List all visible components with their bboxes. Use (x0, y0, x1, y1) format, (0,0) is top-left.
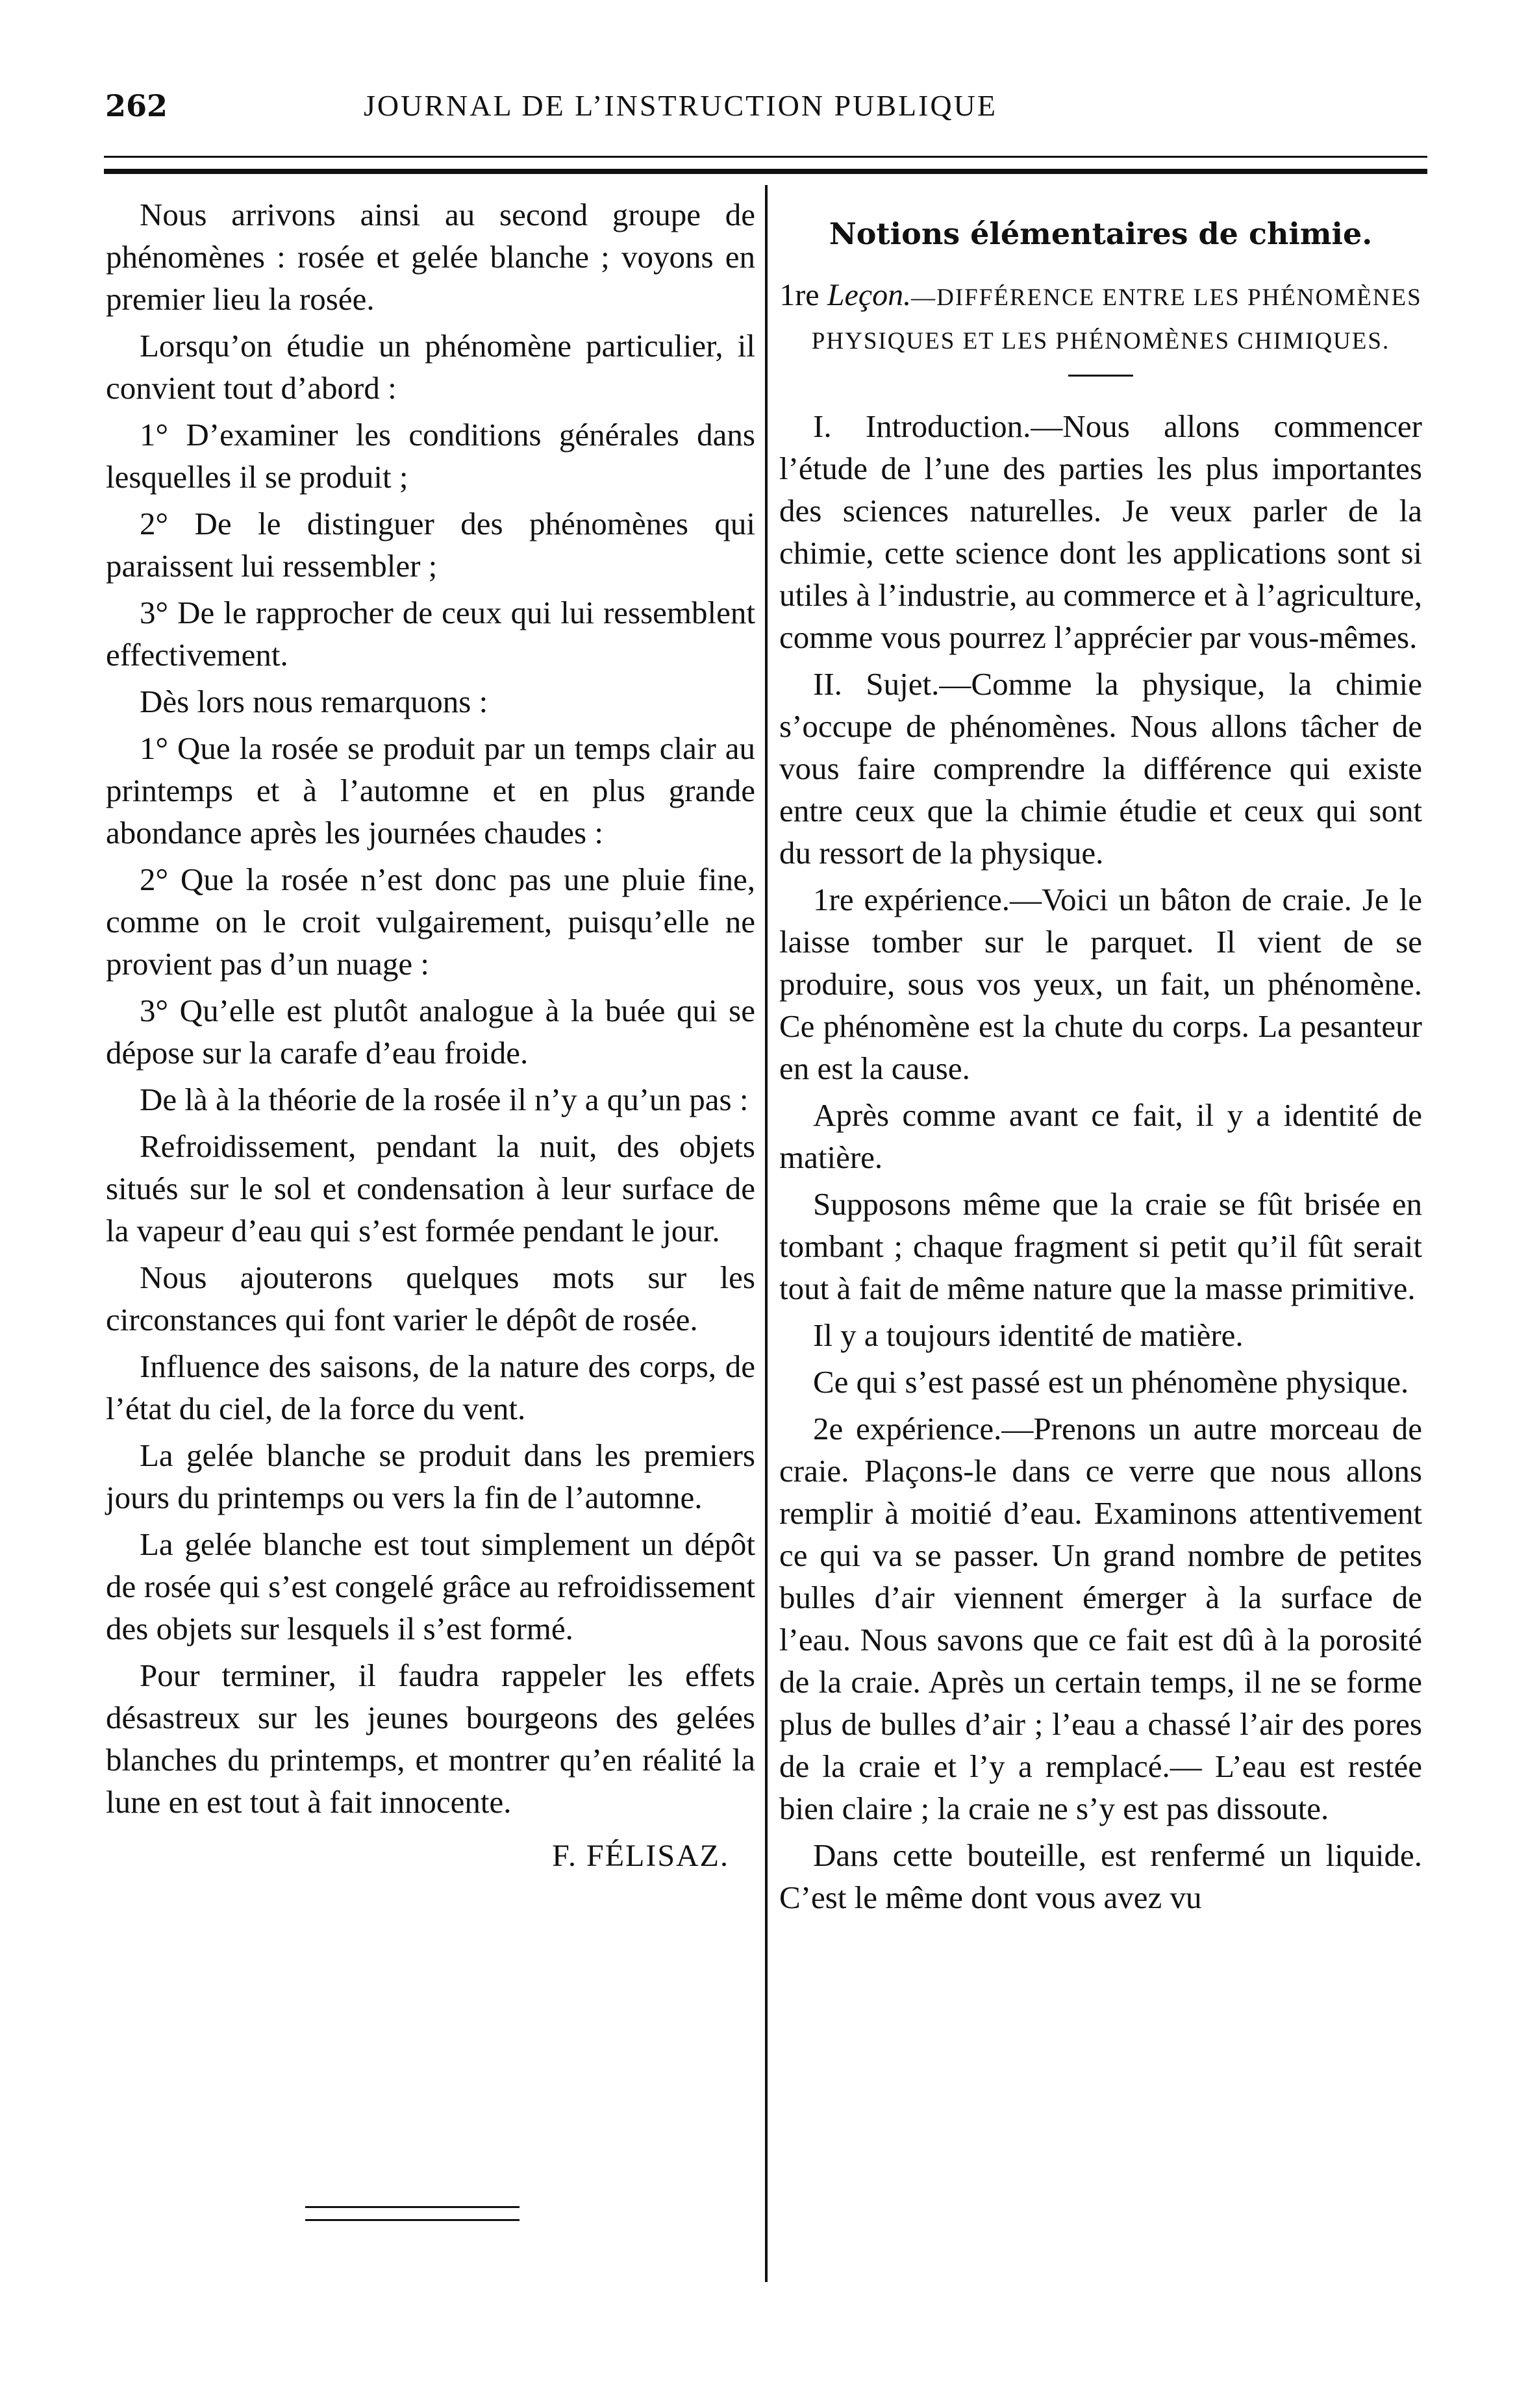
lesson-title: —DIFFÉRENCE ENTRE LES PHÉNOMÈNES PHYSIQUES ET LES PHÉNOMÈNES CHIMIQUES. (811, 284, 1422, 354)
header-rule-thick (104, 169, 1427, 174)
paragraph: De là à la théorie de la rosée il n’y a qu’un pas : (140, 1082, 749, 1117)
paragraph: Refroidissement, pendant la nuit, des objets situés sur le sol et condensation à leur surface de la vapeur d’eau qui s’est formée pendant le jour. (106, 1128, 755, 1248)
paragraph: Dès lors nous remarquons : (140, 684, 488, 719)
lesson-heading (779, 275, 1422, 362)
paragraph: La gelée blanche est tout simplement un dépôt de rosée qui s’est congelé grâce au refroidissement des objets sur lesquels il s’est formé. (106, 1526, 755, 1646)
page-number: 262 (105, 88, 168, 123)
paragraph: 1re expérience.—Voici un bâton de craie. Je le laisse tomber sur le parquet. Il vient de se produire, sous vos yeux, un fait, un phénomène. Ce phénomène est la chute du corps. La pesanteur en est la cause. (779, 882, 1422, 1086)
paragraph: Supposons même que la craie se fût brisée en tombant ; chaque fragment si petit qu’il fût serait tout à fait de même nature que la masse primitive. (779, 1186, 1422, 1306)
paragraph: Ce qui s’est passé est un phénomène physique. (813, 1364, 1409, 1400)
paragraph: 2e expérience.—Prenons un autre morceau de craie. Plaçons-le dans ce verre que nous allons remplir à moitié d’eau. Examinons attentivement ce qui va se passer. Un grand nombre de petites bulles d’air viennent émerger à la surface de l’eau. Nous savons que ce fait est dû à la porosité de la craie. Après un certain temps, il ne se forme plus de bulles d’air ; l’eau a chassé l’air des pores de la craie et l’y a remplacé.— L’eau est restée bien claire ; la craie ne s’y est pas dissoute. (779, 1411, 1422, 1826)
end-rule-bottom (305, 2219, 520, 2221)
running-title: JOURNAL DE L’INSTRUCTION PUBLIQUE (364, 89, 997, 122)
paragraph: Pour terminer, il faudra rappeler les effets désastreux sur les jeunes bourgeons des gelées blanches du printemps, et montrer qu’en réalité la lune en est tout à fait innocente. (106, 1657, 755, 1820)
end-rule-top (305, 2206, 520, 2208)
paragraph: Dans cette bouteille, est renfermé un liquide. C’est le même dont vous avez vu (779, 1837, 1422, 1915)
paragraph: Nous ajouterons quelques mots sur les circonstances qui font varier le dépôt de rosée. (106, 1260, 755, 1337)
lesson-number: 1re (779, 278, 820, 312)
right-column (779, 193, 1422, 1923)
paragraph: Nous arrivons ainsi au second groupe de phénomènes : rosée et gelée blanche ; voyons en premier lieu la rosée. (106, 197, 755, 317)
paragraph: 3° De le rapprocher de ceux qui lui ressemblent effectivement. (106, 595, 755, 673)
heading-rule (1068, 375, 1133, 377)
paragraph: 3° Qu’elle est plutôt analogue à la buée qui se dépose sur la carafe d’eau froide. (106, 993, 755, 1071)
author-signature: F. FÉLISAZ. (552, 1839, 729, 1873)
paragraph: Influence des saisons, de la nature des corps, de l’état du ciel, de la force du vent. (106, 1348, 755, 1426)
paragraph: 1° Que la rosée se produit par un temps clair au printemps et à l’automne et en plus grande abondance après les journées chaudes : (106, 730, 755, 850)
paragraph: II. Sujet.—Comme la physique, la chimie s’occupe de phénomènes. Nous allons tâcher de vous faire comprendre la différence qui existe entre ceux que la chimie étudie et ceux qui sont du ressort de la physique. (779, 666, 1422, 871)
paragraph: La gelée blanche se produit dans les premiers jours du printemps ou vers la fin de l’automne. (106, 1437, 755, 1515)
lesson-word: Leçon. (827, 278, 912, 312)
left-column (106, 193, 755, 1877)
header-rule-thin (104, 156, 1427, 158)
paragraph: I. Introduction.—Nous allons commencer l’étude de l’une des parties les plus importantes des sciences naturelles. Je veux parler de la chimie, cette science dont les applications sont si utiles à l’industrie, au commerce et à l’agriculture, comme vous pourrez l’apprécier par vous-mêmes. (779, 408, 1422, 655)
paragraph: 2° De le distinguer des phénomènes qui paraissent lui ressembler ; (106, 506, 755, 584)
paragraph: 1° D’examiner les conditions générales dans lesquelles il se produit ; (106, 417, 755, 495)
paragraph: Après comme avant ce fait, il y a identité de matière. (779, 1097, 1422, 1175)
paragraph: 2° Que la rosée n’est donc pas une pluie fine, comme on le croit vulgairement, puisqu’elle ne provient pas d’un nuage : (106, 862, 755, 982)
section-title: Notions élémentaires de chimie. (829, 216, 1373, 251)
paragraph: Lorsqu’on étudie un phénomène particulier, il convient tout d’abord : (106, 328, 755, 406)
paragraph: Il y a toujours identité de matière. (813, 1317, 1244, 1353)
column-separator (765, 185, 768, 2282)
